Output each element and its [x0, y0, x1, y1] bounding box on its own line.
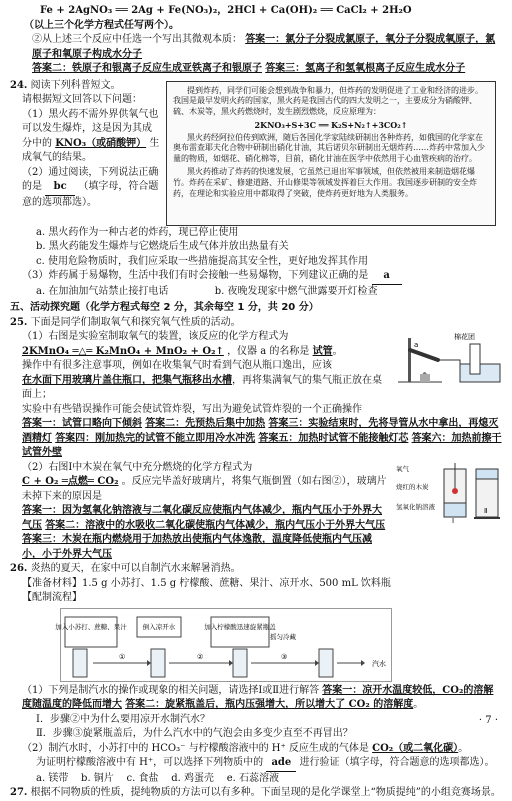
q24-option-b: b. 黑火药能发生爆炸与它燃烧后生成气体并放出热量有关 — [36, 241, 289, 252]
flow-step-5: 汽水 — [372, 659, 386, 668]
fig2-label-I: Ⅰ — [452, 516, 455, 525]
q25-figure-2 — [394, 461, 502, 563]
q26-materials: 【准备材料】1.5 g 小苏打、1.5 g 柠檬酸、蔗糖、果汁、凉开水、500 mL 饮料瓶 — [22, 577, 391, 589]
q24-option-c: c. 使用危险物质时，我们应采取一些措施提高其安全性，更好地发挥其作用 — [36, 255, 368, 267]
question-26 — [10, 562, 502, 786]
q25-part2-answer-3: 答案三：木炭在瓶内燃烧用于加热放出使瓶内气体逸散，温度降低使瓶内气压减小，小于外界大气压 — [22, 534, 372, 560]
passage-paragraph: 提到炸药，同学们可能会想到战争和暴力，但炸药的发明促进了工业和经济的进步。我国是最早发明火药的国家，黑火药是我国古代的四大发明之一，主要成分为硝酸钾、硫、木炭等，黑火药燃烧时，发生剧烈燃烧，反应原理为： — [173, 85, 483, 117]
q25-part1-line1: （1）右图是实验室制取氧气的装置，该反应的化学方程式为 — [22, 331, 289, 342]
equations-note: （以上三个化学方程式任写两个）。 — [24, 19, 179, 31]
q24-left-column — [10, 79, 160, 226]
flow-step-3: 加入柠檬酸迅速旋紧瓶盖 — [204, 622, 276, 631]
q25-part2-line1: （2）右图Ⅰ中木炭在氧气中充分燃烧的化学方程式为 — [22, 461, 253, 473]
question-27 — [10, 786, 502, 801]
q25-figure-1 — [394, 330, 502, 403]
flow-num-1: ① — [119, 652, 126, 661]
q24-number: 24. — [10, 79, 28, 91]
micro-essence-answer-2: 答案二：铁原子和银离子反应生成亚铁离子和银原子 — [32, 63, 262, 74]
fig2-label-naoh: 氢氧化钠溶液 — [396, 502, 435, 511]
q25-part1-answers — [10, 417, 502, 461]
q24-part1: （1）黑火药不需外界供氧气也可以发生爆炸，这是因为其成分中的 KNO₃（或硝酸钾） 生成氧气的结果。 — [22, 108, 160, 163]
q25-part1-text — [10, 330, 388, 403]
q25-part1-equation: 2KMnO₄ ═△═ K₂MnO₄ + MnO₂ + O₂↑ — [22, 345, 224, 357]
q26-flow-diagram — [55, 608, 392, 682]
flow-num-2: ② — [197, 652, 204, 661]
q25-intro: 下面是同学们制取氧气和探究氧气性质的活动。 — [30, 316, 241, 328]
q26-option-b: b. 铜片 — [81, 772, 114, 784]
passage-paragraph: 黑火药推动了炸药的快速发展，它虽然已退出军事领域，但依然被用来制造烟花爆竹。炸药在采矿、修建道路、开山修渠等领域发挥着巨大作用。我国逐步研制的安全炸药，在理论和实验应用中都取得了突破，使炸药更好地为人类服务。 — [173, 167, 477, 198]
q25-part2-answers — [10, 504, 388, 562]
flow-step-1: 加入小苏打、蔗糖、果汁 — [55, 622, 127, 631]
q25-collect-answer: 在水面下用玻璃片盖住瓶口，把集气瓶移出水槽 — [22, 374, 232, 386]
q25-part2-answer-2: 答案二：溶液中的水吸收二氧化碳使瓶内气体减少，瓶内气压小于外界大气压 — [45, 519, 386, 531]
q25-number: 25. — [10, 316, 28, 328]
micro-essence-answer-3: 答案三：氢离子和氢氧根离子反应生成水分子 — [265, 63, 466, 74]
q25-part1-line3: 操作中有很多注意事项，例如在收集氧气时看到气泡从瓶口逸出，应该 — [22, 360, 332, 371]
fig2-label-charcoal: 烧红的木炭 — [396, 482, 429, 491]
q25-part1-line4: 在水面下用玻璃片盖住瓶口，把集气瓶移出水槽，再将集满氧气的集气瓶正放在桌面上； — [22, 374, 382, 400]
q25-part1-line2: 2KMnO₄ ═△═ K₂MnO₄ + MnO₂ + O₂↑ ，仪器 a 的名称是 试管。 — [22, 345, 343, 357]
q25-tip-5: 答案五：加热时试管不能接触灯芯 — [258, 432, 409, 444]
q24-part3-options — [10, 285, 502, 300]
q26-part1-answer-1: 答案一：凉开水温度较低，CO₂的溶解度随温度的降低而增大 — [22, 684, 494, 710]
fig1-label-a: a — [414, 341, 419, 349]
q26-option-a: a. 镁带 — [36, 772, 69, 784]
q25-tip-6: 答案六：加热前擦干试管外壁 — [22, 432, 502, 458]
q25-tip-2: 答案二：先预热后集中加热 — [145, 418, 266, 429]
q26-part1-answer-2: 答案二：旋紧瓶盖后，瓶内压强增大，所以增大了 CO₂ 的溶解度 — [125, 699, 414, 710]
passage-equation: 2KNO₃+S+3C ══ K₂S+N₂↑+3CO₂↑ — [254, 119, 408, 130]
q25-part2-answer-1: 答案一：因为氢氧化钠溶液与二氧化碳反应使瓶内气体减少，瓶内气压小于外界大气压 — [22, 505, 382, 531]
q27-text: 根据不同物质的性质，提纯物质的方法可以有多种。下面呈现的是化学课堂上“物质提纯”的小组竞赛场景。 — [30, 787, 501, 798]
charcoal-combustion-illustration — [394, 461, 502, 523]
q26-number: 26. — [10, 563, 28, 574]
q24-part3-option-a: a. 在加油加气站禁止接打电话 — [36, 285, 169, 297]
q25-part2-line2: C + O₂ ═点燃═ CO₂ 。反应完毕盖好玻璃片，将集气瓶倒置（如右图②），玻璃片未掉下来的原因是 — [22, 476, 387, 502]
oxygen-apparatus-illustration — [394, 330, 502, 386]
q26-part2-answer-2: ade — [266, 756, 296, 772]
fig2-label-oxygen: 氧气 — [396, 464, 409, 473]
q24-ask: 请根据短文回答以下问题： — [22, 94, 142, 105]
q25-tip-3: 答案三：实验结束时，先将导管从水中拿出，再熄灭酒精灯 — [22, 418, 499, 444]
q26-part1-option-II: Ⅱ．步骤③旋紧瓶盖后，为什么汽水中的气泡会由多变少直至不再冒出？ — [36, 728, 353, 739]
q24-part2-answer: bc — [45, 180, 75, 196]
q26-option-c: c. 食盐 — [126, 772, 159, 784]
q25-tip-4: 答案四：刚加热完的试管不能立即用冷水冲洗 — [55, 432, 256, 444]
question-25 — [10, 316, 502, 563]
micro-essence-answers — [10, 62, 502, 77]
q26-option-d: d. 鸡蛋壳 — [171, 772, 214, 784]
soda-making-flow — [55, 609, 391, 681]
q24-part1-answer: KNO₃（或硝酸钾） — [55, 137, 147, 149]
q24-part3-option-b: b. 夜晚发现家中燃气泄露要开灯检查 — [214, 285, 378, 297]
q25-tip-1: 答案一：试管口略向下倾斜 — [22, 418, 142, 429]
q24-part2: （2）通过阅读，下列说法正确的是 bc （填字母，符合题意的选项都选）。 — [22, 166, 159, 208]
q26-part2-line2: 为证明柠檬酸溶液中有 H⁺，可以选择下列物质中的 ade 进行验证（填字母，符合题意的选项都选）。 — [10, 756, 502, 772]
equations-line: Fe + 2AgNO₃ ══ 2Ag + Fe(NO₃)₂，2HCl + Ca(OH)₂ ══ CaCl₂ + 2H₂O — [40, 5, 412, 16]
flow-step-2: 倒入凉开水 — [142, 622, 176, 631]
q24-part3: （3）炸药属于易爆物，生活中我们有时会接触一些易爆物，下列建议正确的是 a — [10, 269, 502, 285]
q24-passage-box — [166, 81, 496, 226]
fig2-label-II: Ⅱ — [484, 506, 488, 515]
q25-part1-line5: 实验中有些错误操作可能会使试管炸裂，写出为避免试管炸裂的一个正确操作 — [22, 403, 362, 415]
q26-part2-answer: CO₂（或二氧化碳） — [372, 742, 459, 754]
page-number: · 7 · — [478, 714, 498, 726]
q26-flow-title: 【配制流程】 — [22, 592, 82, 603]
q26-part2: （2）制汽水时，小苏打中的 HCO₃⁻ 与柠檬酸溶液中的 H⁺ 反应生成的气体是 CO₂（或二氧化碳）。 — [22, 742, 469, 754]
fig1-label-cotton: 棉花团 — [454, 333, 475, 341]
q26-option-e: e. 石蕊溶液 — [226, 772, 279, 784]
flow-num-3: ③ — [281, 652, 288, 661]
q24-part3-answer: a — [372, 269, 402, 285]
passage-paragraph: 黑火药经阿拉伯传到欧洲，随后各国化学家陆续研制出各种炸药，如俄国的化学家在奥布雷查耶夫化合物中研制出硝化甘油，其后诺贝尔研制出无烟炸药……炸药中常加入少量的物质，如烟花、硝化棉等，目前，硝化甘油在医学中依然用于心血管疾病的治疗。 — [173, 132, 485, 164]
micro-essence-answer-1: 答案一：氯分子分裂成氯原子，氧分子分裂成氧原子，氯原子和氧原子构成水分子 — [32, 34, 496, 60]
micro-essence-line: ②从上述三个反应中任选一个写出其微观本质： 答案一：氯分子分裂成氯原子，氧分子分裂成氧原子，氯原子和氧原子构成水分子 — [32, 34, 496, 60]
flow-step-4: 摇匀冷藏 — [270, 632, 296, 641]
q25-part2-equation: C + O₂ ═点燃═ CO₂ — [22, 476, 119, 487]
q26-part1-option-I: Ⅰ．步骤②中为什么要用凉开水制汽水？ — [36, 713, 210, 725]
question-24 — [10, 79, 502, 226]
q27-number: 27. — [10, 787, 28, 798]
q25-part2-text — [10, 461, 388, 563]
q24-intro: 阅读下列科普短文。 — [30, 79, 121, 91]
q25-part1-answer: 试管 — [312, 345, 333, 357]
q25-part2-row — [10, 461, 502, 563]
q26-intro: 炎热的夏天，在家中可以自制汽水来解暑消热。 — [30, 563, 241, 574]
q25-part1-row — [10, 330, 502, 403]
section-5-title: 五、活动探究题（化学方程式每空 2 分，其余每空 1 分，共 20 分） — [10, 302, 319, 313]
q26-part2-options — [10, 772, 502, 787]
q26-part1: （1）下列是制汽水的操作或现象的相关问题，请选择Ⅰ或Ⅱ进行解答 答案一：凉开水温度较低，CO₂的溶解度随温度的降低而增大 答案二：旋紧瓶盖后，瓶内压强增大，所以增大了 CO₂ 的溶解度。 — [22, 684, 494, 710]
q24-option-a: a. 黑火药作为一种古老的炸药，现已停止使用 — [36, 226, 239, 238]
